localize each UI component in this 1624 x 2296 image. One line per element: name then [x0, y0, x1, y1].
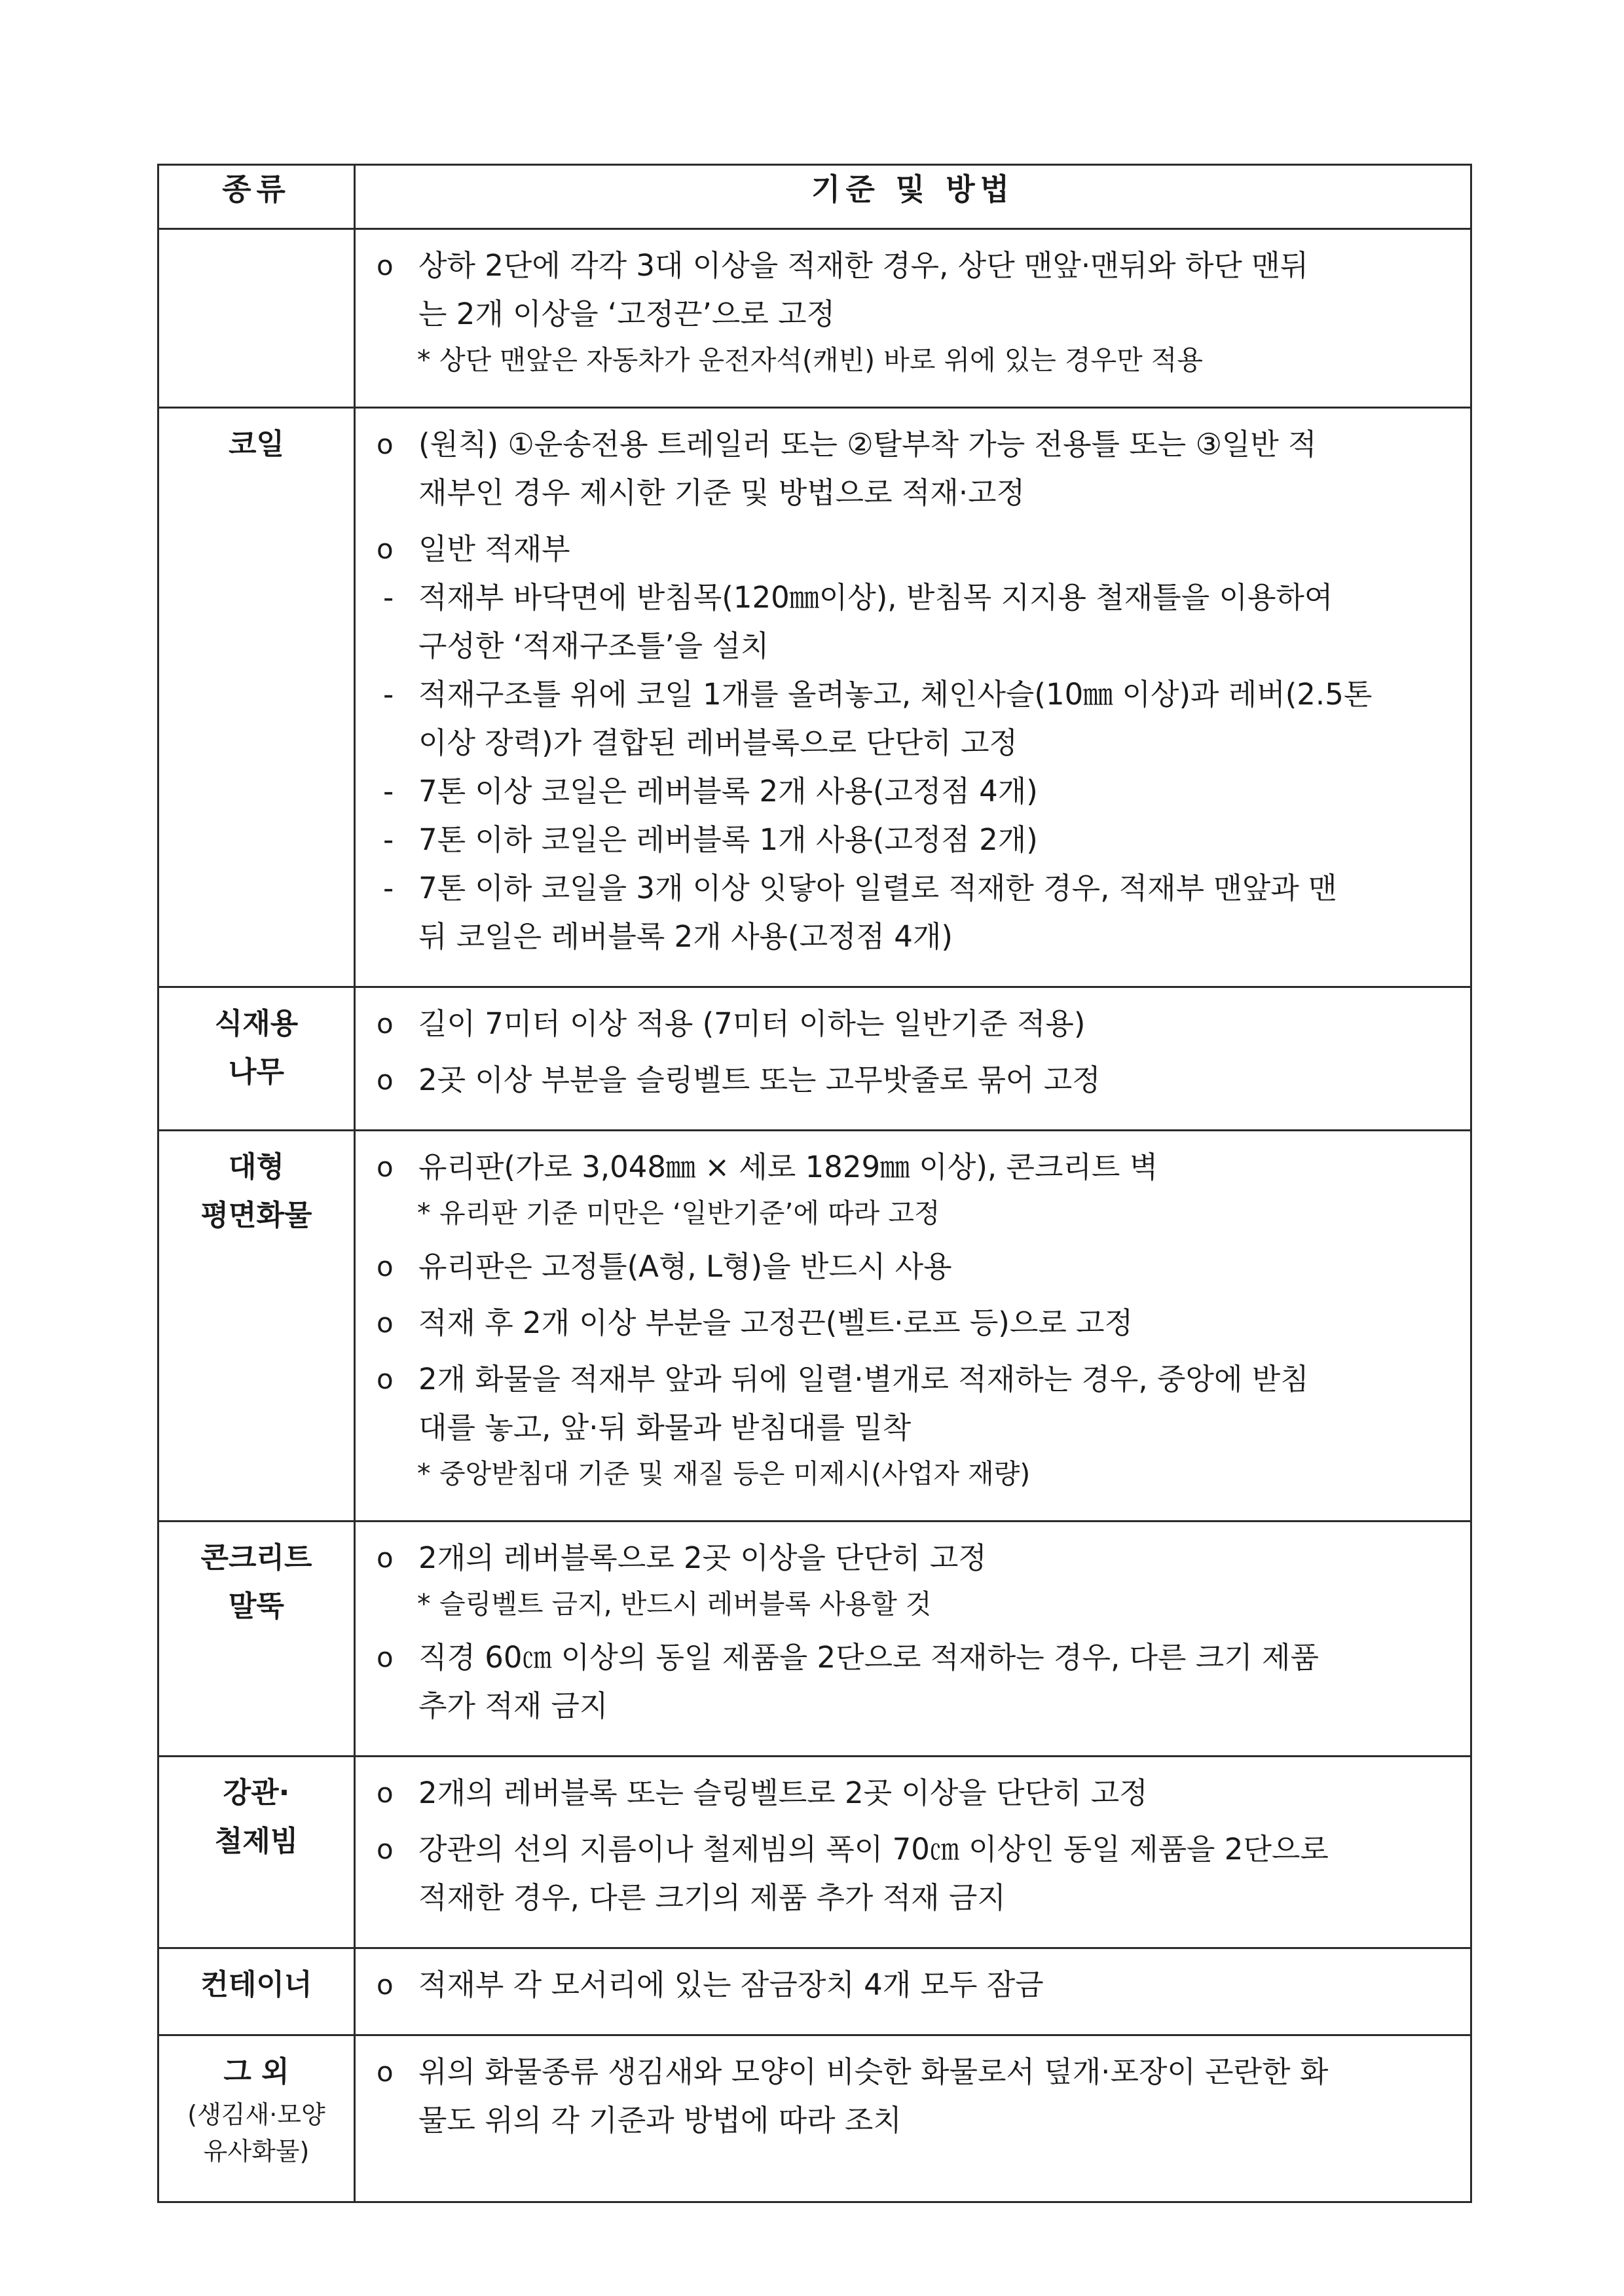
- dash-item: [374, 574, 1456, 622]
- category-label: 식재용: [214, 1007, 299, 1040]
- continuation-line: [374, 290, 1456, 338]
- line-text: 뒤 코일은 레버블록 2개 사용(고정점 4개): [418, 919, 953, 954]
- line-text: 물도 위의 각 기준과 방법에 따라 조치: [418, 2103, 902, 2138]
- bullet-marker: o: [377, 1250, 394, 1283]
- category-cell: [158, 408, 355, 987]
- bullet-marker: o: [377, 428, 394, 460]
- note-item: [374, 1582, 1456, 1626]
- bullet-marker: o: [377, 249, 394, 282]
- dash-item: [374, 767, 1456, 816]
- table-row: [158, 229, 1471, 408]
- dash-item: [374, 864, 1456, 913]
- line-text: 유리판(가로 3,048㎜ × 세로 1829㎜ 이상), 콘크리트 벽: [418, 1150, 1158, 1184]
- category-cell: [158, 1948, 355, 2035]
- bullet-marker: o: [377, 1008, 394, 1040]
- bullet-marker: o: [377, 1969, 394, 2001]
- line-text: (원칙) ①운송전용 트레일러 또는 ②탈부착 가능 전용틀 또는 ③일반 적: [418, 427, 1317, 462]
- asterisk-marker: *: [417, 1458, 431, 1489]
- bullet-item: [374, 1633, 1456, 1682]
- bullet-item: [374, 2048, 1456, 2096]
- dash-marker: -: [383, 871, 394, 905]
- criteria-table: [157, 164, 1472, 2203]
- continuation-line: [374, 719, 1456, 767]
- line-text: 2곳 이상 부분을 슬링벨트 또는 고무밧줄로 묶어 고정: [418, 1063, 1101, 1097]
- category-label: 대형: [228, 1150, 284, 1184]
- bullet-item: [374, 1000, 1456, 1048]
- line-text: 강관의 선의 지름이나 철제빔의 폭이 70㎝ 이상인 동일 제품을 2단으로: [418, 1832, 1329, 1867]
- dash-item: [374, 816, 1456, 864]
- table-row: [158, 1131, 1471, 1522]
- line-text: 길이 7미터 이상 적용 (7미터 이하는 일반기준 적용): [418, 1006, 1086, 1041]
- bullet-marker: o: [377, 1151, 394, 1183]
- criteria-cell: [355, 1757, 1471, 1948]
- bullet-item: [374, 1825, 1456, 1874]
- category-cell: [158, 1131, 355, 1522]
- line-text: 재부인 경우 제시한 기준 및 방법으로 적재·고정: [418, 475, 1025, 510]
- line-text: 는 2개 이상을 ‘고정끈’으로 고정: [418, 297, 836, 331]
- category-label-line2: 평면화물: [200, 1199, 312, 1232]
- bullet-item: [374, 1056, 1456, 1104]
- line-text: 적재부 각 모서리에 있는 잠금장치 4개 모두 잠금: [418, 1967, 1044, 2002]
- bullet-marker: o: [377, 1363, 394, 1395]
- line-text: 7톤 이하 코일을 3개 이상 잇닿아 일렬로 적재한 경우, 적재부 맨앞과 맨: [418, 871, 1337, 905]
- category-label: 코일: [228, 428, 284, 461]
- table-body: [158, 229, 1471, 2202]
- criteria-cell: [355, 1131, 1471, 1522]
- note-item: [374, 338, 1456, 382]
- bullet-marker: o: [377, 1307, 394, 1339]
- category-label: 그 외: [223, 2055, 289, 2088]
- asterisk-marker: *: [417, 1588, 431, 1620]
- table-row: [158, 2035, 1471, 2202]
- line-text: 유리판은 고정틀(A형, L형)을 반드시 사용: [418, 1249, 952, 1284]
- table-header-row: [158, 165, 1471, 229]
- line-text: 이상 장력)가 결합된 레버블록으로 단단히 고정: [418, 725, 1018, 760]
- dash-marker: -: [383, 677, 394, 712]
- category-label: 컨테이너: [200, 1968, 312, 2001]
- category-sublabel-line2: 유사화물): [203, 2137, 310, 2166]
- dash-marker: -: [383, 580, 394, 615]
- asterisk-marker: *: [417, 1197, 431, 1229]
- line-text: 유리판 기준 미만은 ‘일반기준’에 따라 고정: [439, 1197, 940, 1229]
- dash-marker: -: [383, 774, 394, 809]
- bullet-marker: o: [377, 533, 394, 565]
- line-text: 중앙받침대 기준 및 재질 등은 미제시(사업자 재량): [439, 1458, 1031, 1489]
- category-cell: [158, 229, 355, 408]
- bullet-item: [374, 1769, 1456, 1817]
- criteria-cell: [355, 408, 1471, 987]
- table-row: [158, 1522, 1471, 1757]
- line-text: 상단 맨앞은 자동차가 운전자석(캐빈) 바로 위에 있는 경우만 적용: [439, 344, 1204, 376]
- category-sublabel: (생김새·모양: [187, 2100, 325, 2129]
- asterisk-marker: *: [417, 344, 431, 376]
- note-item: [374, 1192, 1456, 1235]
- line-text: 일반 적재부: [418, 532, 570, 566]
- bullet-item: [374, 1534, 1456, 1582]
- criteria-cell: [355, 229, 1471, 408]
- bullet-marker: o: [377, 1064, 394, 1096]
- line-text: 구성한 ‘적재구조틀’을 설치: [418, 629, 769, 663]
- bullet-item: [374, 242, 1456, 290]
- continuation-line: [374, 2096, 1456, 2145]
- line-text: 대를 놓고, 앞·뒤 화물과 받침대를 밀착: [418, 1410, 912, 1445]
- bullet-item: [374, 1143, 1456, 1192]
- continuation-line: [374, 469, 1456, 517]
- header-criteria: 기준 및 방법: [355, 165, 1471, 229]
- bullet-marker: o: [377, 1641, 394, 1673]
- dash-marker: -: [383, 822, 394, 857]
- category-cell: [158, 1522, 355, 1757]
- bullet-marker: o: [377, 1777, 394, 1809]
- note-item: [374, 1452, 1456, 1495]
- line-text: 적재구조틀 위에 코일 1개를 올려놓고, 체인사슬(10㎜ 이상)과 레버(2.5톤: [418, 677, 1373, 712]
- criteria-cell: [355, 1948, 1471, 2035]
- criteria-cell: [355, 2035, 1471, 2202]
- table-row: [158, 1948, 1471, 2035]
- bullet-item: [374, 1243, 1456, 1291]
- category-cell: [158, 2035, 355, 2202]
- category-cell: [158, 1757, 355, 1948]
- continuation-line: [374, 913, 1456, 961]
- bullet-marker: o: [377, 2056, 394, 2088]
- line-text: 2개 화물을 적재부 앞과 뒤에 일렬·별개로 적재하는 경우, 중앙에 받침: [418, 1362, 1309, 1396]
- criteria-cell: [355, 987, 1471, 1131]
- table-row: [158, 408, 1471, 987]
- category-cell: [158, 987, 355, 1131]
- line-text: 2개의 레버블록으로 2곳 이상을 단단히 고정: [418, 1540, 987, 1575]
- category-label: 강관·: [223, 1776, 290, 1810]
- line-text: 직경 60㎝ 이상의 동일 제품을 2단으로 적재하는 경우, 다른 크기 제품: [418, 1640, 1319, 1675]
- bullet-marker: o: [377, 1833, 394, 1865]
- table-row: [158, 987, 1471, 1131]
- line-text: 상하 2단에 각각 3대 이상을 적재한 경우, 상단 맨앞·맨뒤와 하단 맨뒤: [418, 248, 1309, 283]
- bullet-item: [374, 1299, 1456, 1347]
- line-text: 적재부 바닥면에 받침목(120㎜이상), 받침목 지지용 철재틀을 이용하여: [418, 580, 1333, 615]
- category-label-line2: 나무: [228, 1055, 284, 1089]
- table-row: [158, 1757, 1471, 1948]
- criteria-cell: [355, 1522, 1471, 1757]
- category-label: 콘크리트: [200, 1541, 312, 1575]
- bullet-marker: o: [377, 1542, 394, 1574]
- line-text: 7톤 이하 코일은 레버블록 1개 사용(고정점 2개): [418, 822, 1038, 857]
- line-text: 위의 화물종류 생김새와 모양이 비슷한 화물로서 덮개·포장이 곤란한 화: [418, 2054, 1329, 2089]
- header-category: 종류: [158, 165, 355, 229]
- bullet-item: [374, 525, 1456, 574]
- line-text: 슬링벨트 금지, 반드시 레버블록 사용할 것: [439, 1588, 932, 1620]
- dash-item: [374, 670, 1456, 719]
- continuation-line: [374, 1682, 1456, 1730]
- bullet-item: [374, 1355, 1456, 1404]
- line-text: 적재 후 2개 이상 부분을 고정끈(벨트·로프 등)으로 고정: [418, 1305, 1134, 1340]
- category-label-line2: 철제빔: [214, 1825, 299, 1858]
- continuation-line: [374, 622, 1456, 670]
- bullet-item: [374, 420, 1456, 469]
- line-text: 2개의 레버블록 또는 슬링벨트로 2곳 이상을 단단히 고정: [418, 1776, 1148, 1810]
- line-text: 추가 적재 금지: [418, 1688, 608, 1723]
- continuation-line: [374, 1874, 1456, 1922]
- line-text: 7톤 이상 코일은 레버블록 2개 사용(고정점 4개): [418, 774, 1038, 809]
- bullet-item: [374, 1961, 1456, 2009]
- continuation-line: [374, 1404, 1456, 1452]
- line-text: 적재한 경우, 다른 크기의 제품 추가 적재 금지: [418, 1880, 1006, 1915]
- category-label-line2: 말뚝: [228, 1590, 284, 1623]
